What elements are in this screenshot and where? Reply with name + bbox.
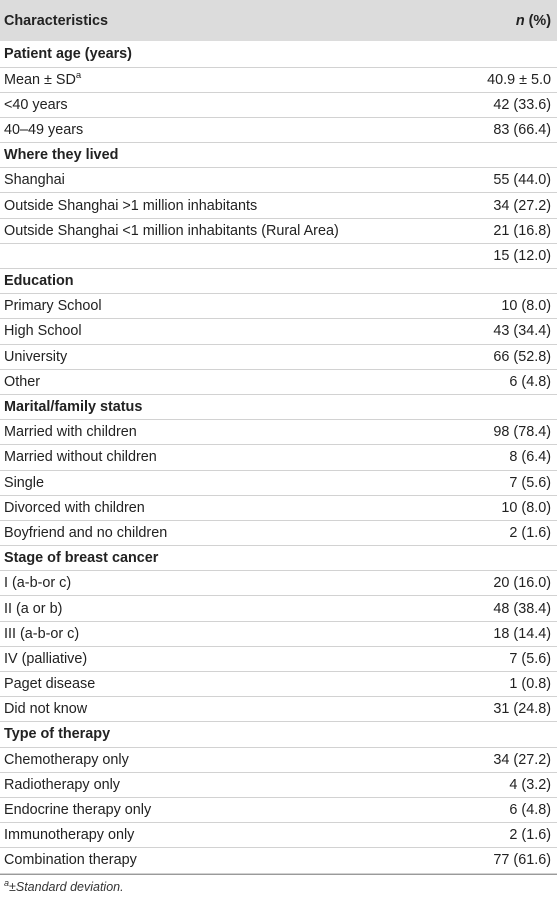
row-label bbox=[0, 697, 459, 722]
row-label-text: Stage of breast cancer bbox=[4, 550, 159, 567]
row-label-text: Combination therapy bbox=[4, 852, 137, 869]
row-value bbox=[459, 269, 557, 294]
header-percent: (%) bbox=[524, 12, 551, 29]
table-row bbox=[0, 193, 557, 218]
row-label-text: 40–49 years bbox=[4, 121, 84, 138]
row-label bbox=[0, 218, 459, 243]
row-value: 1 (0.8) bbox=[459, 672, 557, 697]
row-label bbox=[0, 621, 459, 646]
header-n: n bbox=[515, 12, 525, 29]
row-label-text: Endocrine therapy only bbox=[4, 802, 152, 819]
row-value: 4 (3.2) bbox=[459, 772, 557, 797]
row-value: 31 (24.8) bbox=[459, 697, 557, 722]
row-label bbox=[0, 445, 459, 470]
row-label-text: Radiotherapy only bbox=[4, 776, 120, 793]
row-value: 6 (4.8) bbox=[459, 369, 557, 394]
row-label-text: Marital/family status bbox=[4, 399, 143, 416]
row-label bbox=[0, 294, 459, 319]
row-label-text: I (a-b-or c) bbox=[4, 575, 72, 592]
table-row bbox=[0, 470, 557, 495]
row-value: 20 (16.0) bbox=[459, 571, 557, 596]
row-value: 83 (66.4) bbox=[459, 117, 557, 142]
row-label-text: Boyfriend and no children bbox=[4, 524, 168, 541]
row-label bbox=[0, 420, 459, 445]
table-row bbox=[0, 445, 557, 470]
table-row bbox=[0, 369, 557, 394]
row-value bbox=[459, 143, 557, 168]
row-value bbox=[459, 722, 557, 747]
table-row bbox=[0, 344, 557, 369]
row-label bbox=[0, 243, 459, 268]
row-value bbox=[459, 394, 557, 419]
row-value: 6 (4.8) bbox=[459, 797, 557, 822]
footnote-text: ±Standard deviation. bbox=[9, 879, 124, 894]
row-value: 77 (61.6) bbox=[459, 848, 557, 873]
table-row bbox=[0, 596, 557, 621]
row-value: 66 (52.8) bbox=[459, 344, 557, 369]
row-label-text: Chemotherapy only bbox=[4, 751, 129, 768]
row-value: 55 (44.0) bbox=[459, 168, 557, 193]
row-value: 7 (5.6) bbox=[459, 470, 557, 495]
row-label-text: Immunotherapy only bbox=[4, 827, 135, 844]
row-label-text: Single bbox=[4, 474, 45, 491]
row-label-text: Other bbox=[4, 373, 40, 390]
row-label-text: II (a or b) bbox=[4, 600, 63, 617]
row-value: 34 (27.2) bbox=[459, 193, 557, 218]
table-row bbox=[0, 294, 557, 319]
row-label bbox=[0, 495, 459, 520]
section-row bbox=[0, 143, 557, 168]
table-row bbox=[0, 621, 557, 646]
row-value: 42 (33.6) bbox=[459, 92, 557, 117]
row-label-text: <40 years bbox=[4, 96, 68, 113]
footnote bbox=[0, 875, 557, 894]
table-row bbox=[0, 117, 557, 142]
section-row bbox=[0, 394, 557, 419]
row-value: 8 (6.4) bbox=[459, 445, 557, 470]
row-label-text: Primary School bbox=[4, 298, 102, 315]
row-label bbox=[0, 596, 459, 621]
table-header-row bbox=[0, 0, 557, 41]
footnote-ref: a bbox=[75, 69, 82, 81]
row-value: 21 (16.8) bbox=[459, 218, 557, 243]
section-row bbox=[0, 546, 557, 571]
row-label bbox=[0, 747, 459, 772]
row-label-text: High School bbox=[4, 323, 82, 340]
row-label bbox=[0, 117, 459, 142]
row-label-text: Mean ± SD bbox=[4, 71, 76, 88]
row-label bbox=[0, 772, 459, 797]
header-n-percent bbox=[459, 0, 557, 41]
row-label-text: Divorced with children bbox=[4, 499, 145, 516]
section-heading bbox=[0, 143, 459, 168]
table-row bbox=[0, 823, 557, 848]
header-characteristics: Characteristics bbox=[4, 12, 108, 29]
row-label-text: Married with children bbox=[4, 424, 137, 441]
row-label-text: Type of therapy bbox=[4, 726, 111, 743]
row-label-text: Education bbox=[4, 273, 74, 290]
row-label-text: IV (palliative) bbox=[4, 650, 88, 667]
row-value: 15 (12.0) bbox=[459, 243, 557, 268]
row-value: 40.9 ± 5.0 bbox=[459, 67, 557, 92]
section-heading bbox=[0, 269, 459, 294]
row-label bbox=[0, 520, 459, 545]
row-label bbox=[0, 168, 459, 193]
section-row bbox=[0, 722, 557, 747]
row-label bbox=[0, 67, 459, 92]
table-row bbox=[0, 218, 557, 243]
table-row bbox=[0, 646, 557, 671]
row-value: 48 (38.4) bbox=[459, 596, 557, 621]
row-value: 43 (34.4) bbox=[459, 319, 557, 344]
section-heading bbox=[0, 394, 459, 419]
table-row bbox=[0, 797, 557, 822]
table-row bbox=[0, 243, 557, 268]
row-label bbox=[0, 797, 459, 822]
table-row bbox=[0, 168, 557, 193]
table-row bbox=[0, 67, 557, 92]
table-row bbox=[0, 495, 557, 520]
row-label-text: Where they lived bbox=[4, 147, 119, 164]
row-label bbox=[0, 848, 459, 873]
table-row bbox=[0, 571, 557, 596]
table-row bbox=[0, 420, 557, 445]
row-label-text: Outside Shanghai <1 million inhabitants (Rural Area) bbox=[4, 222, 339, 239]
row-label bbox=[0, 344, 459, 369]
table-row bbox=[0, 672, 557, 697]
row-value bbox=[459, 41, 557, 67]
table-body bbox=[0, 41, 557, 873]
row-label bbox=[0, 319, 459, 344]
row-value: 7 (5.6) bbox=[459, 646, 557, 671]
section-row bbox=[0, 41, 557, 67]
row-label-text: Did not know bbox=[4, 701, 88, 718]
table-row bbox=[0, 848, 557, 873]
row-label-text: Married without children bbox=[4, 449, 157, 466]
table-row bbox=[0, 319, 557, 344]
row-value: 18 (14.4) bbox=[459, 621, 557, 646]
table-row bbox=[0, 520, 557, 545]
row-value: 98 (78.4) bbox=[459, 420, 557, 445]
row-label bbox=[0, 823, 459, 848]
row-value bbox=[459, 546, 557, 571]
section-row bbox=[0, 269, 557, 294]
row-label bbox=[0, 369, 459, 394]
row-label-text: Outside Shanghai >1 million inhabitants bbox=[4, 197, 258, 214]
row-label bbox=[0, 193, 459, 218]
row-label-text: Shanghai bbox=[4, 172, 65, 189]
row-label-text: III (a-b-or c) bbox=[4, 625, 80, 642]
table-row bbox=[0, 747, 557, 772]
section-heading bbox=[0, 722, 459, 747]
row-value: 2 (1.6) bbox=[459, 823, 557, 848]
row-label bbox=[0, 672, 459, 697]
row-value: 34 (27.2) bbox=[459, 747, 557, 772]
section-heading bbox=[0, 41, 459, 67]
table-row bbox=[0, 92, 557, 117]
row-value: 10 (8.0) bbox=[459, 495, 557, 520]
row-label-text: University bbox=[4, 348, 68, 365]
row-label-text: Paget disease bbox=[4, 676, 96, 693]
row-value: 2 (1.6) bbox=[459, 520, 557, 545]
row-value: 10 (8.0) bbox=[459, 294, 557, 319]
row-label-text: Patient age (years) bbox=[4, 45, 132, 62]
row-label bbox=[0, 92, 459, 117]
row-label bbox=[0, 571, 459, 596]
footnote-marker: a bbox=[4, 877, 10, 888]
table-row bbox=[0, 772, 557, 797]
table-row bbox=[0, 697, 557, 722]
row-label bbox=[0, 470, 459, 495]
section-heading bbox=[0, 546, 459, 571]
row-label bbox=[0, 646, 459, 671]
